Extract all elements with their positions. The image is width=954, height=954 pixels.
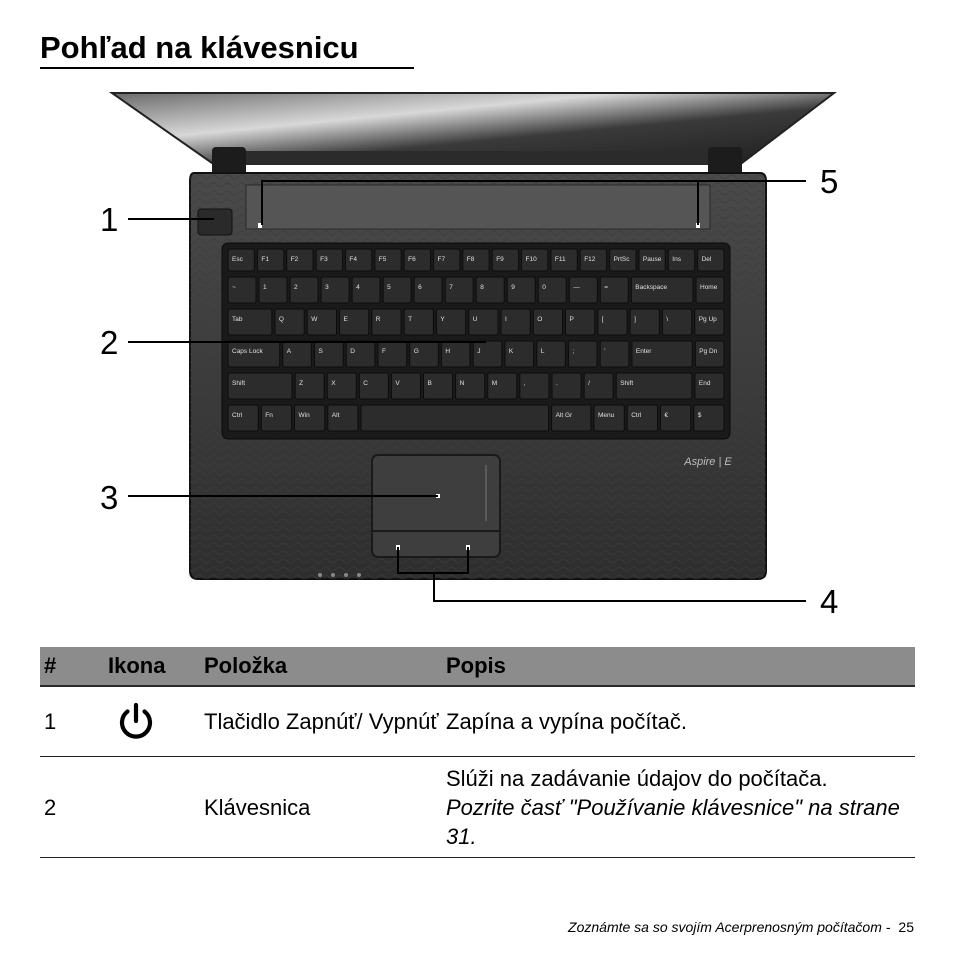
- key-label: Tab: [232, 316, 243, 323]
- key-label: 5: [387, 284, 391, 291]
- key-label: Esc: [232, 256, 243, 263]
- touchpad[interactable]: [372, 455, 500, 557]
- key-label: F: [382, 348, 386, 355]
- key-label: N: [459, 380, 465, 387]
- table-row: [40, 757, 915, 858]
- key-label: B: [427, 380, 432, 387]
- key-label: F4: [349, 256, 357, 263]
- key-label: $: [697, 412, 702, 419]
- key-label: F12: [584, 256, 596, 263]
- key-label: F1: [261, 256, 269, 263]
- key-label: Shift: [232, 380, 246, 387]
- laptop-illustration: [0, 85, 954, 625]
- header-number: #: [40, 647, 104, 686]
- key-label: Fn: [265, 412, 273, 419]
- callout-5: 5: [820, 163, 839, 200]
- key-label: ': [604, 348, 606, 355]
- table-header-row: [40, 647, 915, 686]
- key-label: M: [491, 380, 498, 387]
- key-label: =: [604, 284, 609, 291]
- key-label: Pg Up: [698, 316, 717, 323]
- row-number: 1: [40, 686, 104, 757]
- row-description: Slúži na zadávanie údajov do počítača.: [446, 765, 828, 791]
- key-label: C: [363, 380, 369, 387]
- row-description-reference: Pozrite časť "Používanie klávesnice" na strane 31.: [446, 794, 900, 849]
- page-title: Pohľad na klávesnicu: [40, 30, 359, 65]
- callout-1: 1: [100, 201, 119, 238]
- key-label: Menu: [598, 412, 615, 419]
- key-label: P: [569, 316, 574, 323]
- page-number: 25: [898, 919, 914, 935]
- key-label: Ins: [672, 256, 681, 263]
- key-label: W: [311, 316, 318, 323]
- row-description-cell: [442, 757, 915, 858]
- key-label: Pause: [642, 256, 662, 263]
- key-label: 0: [542, 284, 546, 291]
- key-label: F9: [496, 256, 504, 263]
- key-label: Pg Dn: [699, 348, 718, 355]
- callout-2: 2: [100, 324, 119, 361]
- page-footer: [568, 919, 914, 935]
- key-label: Alt Gr: [555, 412, 573, 419]
- key-label: End: [698, 380, 711, 387]
- footer-text: Zoznámte sa so svojím Acerprenosným počítačom -: [568, 919, 891, 935]
- key-label: .: [556, 380, 558, 387]
- key-label: Shift: [620, 380, 634, 387]
- key-label: K: [508, 348, 514, 355]
- key-label: ,: [523, 380, 526, 387]
- power-icon: [114, 700, 158, 744]
- row-icon-cell: [104, 686, 200, 757]
- key-label: E: [343, 316, 348, 323]
- key-label: F2: [290, 256, 299, 263]
- key-label: Z: [299, 380, 304, 387]
- title-underline: [40, 67, 414, 69]
- key-label: 4: [356, 284, 360, 291]
- key-label: O: [537, 316, 543, 323]
- row-number: 2: [40, 757, 104, 858]
- key-label: ]: [634, 316, 636, 323]
- key-label: T: [408, 316, 413, 323]
- key-label: —: [573, 284, 580, 291]
- header-description: Popis: [442, 647, 915, 686]
- row-description: Zapína a vypína počítač.: [442, 686, 915, 757]
- power-button[interactable]: [198, 209, 232, 235]
- key-cap: [361, 405, 549, 431]
- key-label: Y: [440, 316, 445, 323]
- key-label: 7: [449, 284, 453, 291]
- key-label: S: [318, 348, 323, 355]
- key-label: F6: [408, 256, 416, 263]
- component-table: [40, 647, 915, 858]
- row-item: Tlačidlo Zapnúť/ Vypnúť: [200, 686, 442, 757]
- key-label: F5: [378, 256, 387, 263]
- key-label: 1: [263, 284, 267, 291]
- key-label: Caps Lock: [232, 348, 263, 355]
- key-label: \: [666, 316, 669, 323]
- key-label: [: [601, 316, 604, 323]
- table-row: [40, 686, 915, 757]
- key-label: Q: [278, 316, 284, 323]
- key-label: PrtSc: [613, 256, 630, 263]
- key-label: ;: [572, 348, 575, 355]
- keyboard-view-figure: [0, 85, 954, 625]
- header-item: Položka: [200, 647, 442, 686]
- key-label: 2: [294, 284, 298, 291]
- hinge-bar: [212, 151, 742, 165]
- key-label: Ctrl: [631, 412, 642, 419]
- key-label: A: [286, 348, 292, 355]
- key-label: J: [477, 348, 481, 355]
- key-label: €: [664, 412, 669, 419]
- key-label: F8: [466, 256, 475, 263]
- key-label: G: [413, 348, 419, 355]
- key-label: F7: [437, 256, 446, 263]
- header-icon: Ikona: [104, 647, 200, 686]
- key-label: L: [540, 348, 545, 355]
- brand-label: Aspire | E: [684, 456, 732, 468]
- row-icon-cell: [104, 757, 200, 858]
- key-label: 3: [325, 284, 329, 291]
- key-label: Win: [298, 412, 310, 419]
- key-label: F11: [554, 256, 566, 263]
- key-label: ~: [232, 284, 236, 291]
- speaker-strip: [246, 185, 710, 229]
- key-label: V: [395, 380, 400, 387]
- key-label: U: [472, 316, 478, 323]
- key-label: Backspace: [635, 284, 668, 291]
- key-label: Enter: [635, 348, 652, 355]
- key-label: Ctrl: [232, 412, 243, 419]
- key-label: X: [331, 380, 336, 387]
- key-label: 9: [511, 284, 515, 291]
- key-label: Alt: [331, 412, 340, 419]
- key-label: Del: [701, 256, 712, 263]
- key-label: Home: [700, 284, 718, 291]
- key-label: 6: [418, 284, 422, 291]
- key-label: H: [445, 348, 451, 355]
- callout-3: 3: [100, 479, 119, 516]
- key-label: /: [588, 380, 590, 387]
- key-label: F10: [525, 256, 537, 263]
- callout-4: 4: [820, 583, 839, 620]
- key-label: F3: [320, 256, 328, 263]
- key-label: I: [505, 316, 507, 323]
- key-label: 8: [480, 284, 484, 291]
- row-item: Klávesnica: [200, 757, 442, 858]
- key-label: D: [350, 348, 355, 355]
- key-label: R: [375, 316, 381, 323]
